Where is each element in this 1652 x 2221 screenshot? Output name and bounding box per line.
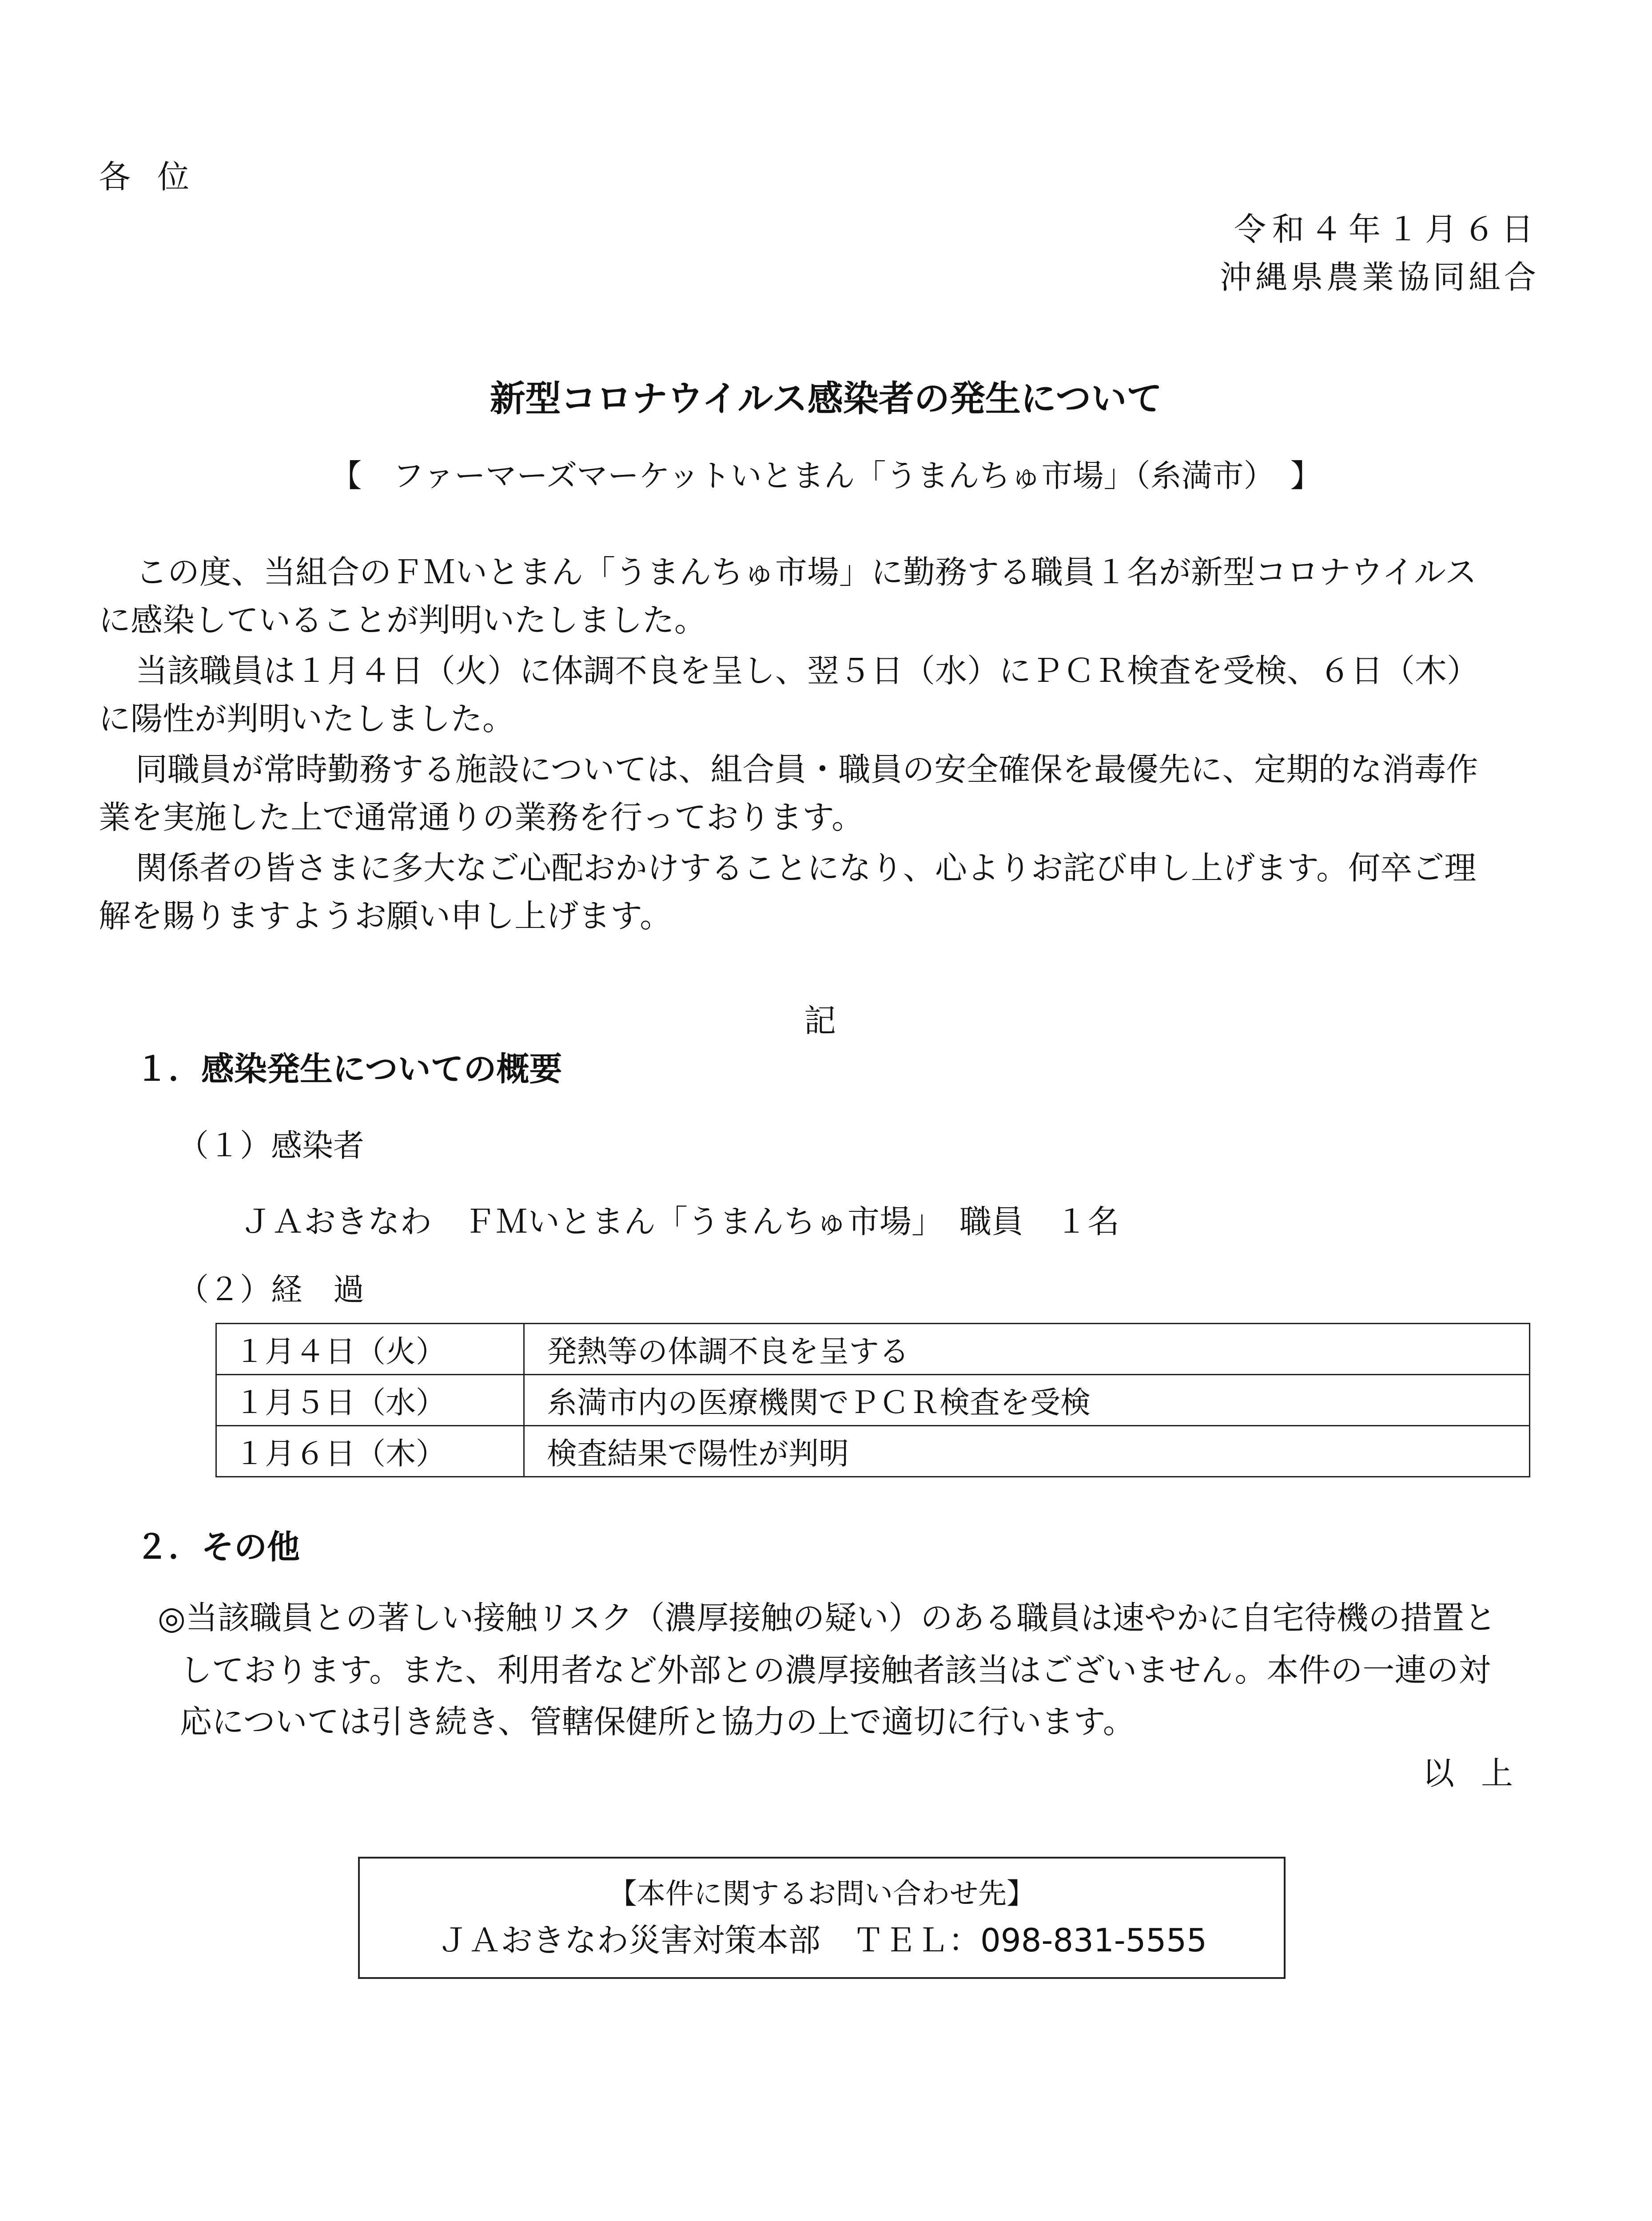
paragraph-1-line-1: この度、当組合のＦＭいとまん「うまんちゅ市場」に勤務する職員１名が新型コロナウイルス: [135, 553, 1477, 591]
progress-subheading: （２）経 過: [178, 1271, 364, 1308]
document-subtitle: 【 ファーマーズマーケットいとまん「うまんちゅ市場」（糸満市） 】: [330, 458, 1322, 494]
section-1-heading: １．感染発生についての概要: [135, 1050, 562, 1088]
progress-event: 検査結果で陽性が判明: [524, 1426, 1530, 1477]
progress-date: １月５日（水）: [216, 1375, 524, 1426]
paragraph-3-line-2: 業を実施した上で通常通りの業務を行っております。: [99, 799, 864, 836]
paragraph-1-line-2: に感染していることが判明いたしました。: [99, 601, 707, 639]
paragraph-3-line-1: 同職員が常時勤務する施設については、組合員・職員の安全確保を最優先に、定期的な消毒作: [135, 751, 1478, 788]
table-row: [216, 1375, 1530, 1426]
progress-date: １月４日（火）: [216, 1324, 524, 1375]
other-line-2: しております。また、利用者など外部との濃厚接触者該当はございません。本件の一連の対: [180, 1652, 1491, 1689]
paragraph-2-line-2: に陽性が判明いたしました。: [99, 700, 515, 737]
progress-date: １月６日（木）: [216, 1426, 524, 1477]
other-line-1: ◎当該職員との著しい接触リスク（濃厚接触の疑い）のある職員は速やかに自宅待機の措置と: [158, 1599, 1497, 1636]
closing: 以上: [1422, 1755, 1540, 1792]
infected-subheading: （１）感染者: [178, 1127, 364, 1164]
ki-marker: 記: [804, 1002, 836, 1039]
infected-person: ＪＡおきなわ ＦＭいとまん「うまんちゅ市場」 職員 １名: [240, 1203, 1120, 1240]
progress-event: 発熱等の体調不良を呈する: [524, 1324, 1530, 1375]
table-row: [216, 1324, 1530, 1375]
contact-box: [358, 1857, 1286, 1979]
contact-line: ＪＡおきなわ災害対策本部 ＴＥＬ：098-831-5555: [436, 1922, 1207, 1959]
progress-event: 糸満市内の医療機関でＰＣＲ検査を受検: [524, 1375, 1530, 1426]
paragraph-4-line-2: 解を賜りますようお願い申し上げます。: [99, 897, 672, 935]
paragraph-2-line-1: 当該職員は１月４日（火）に体調不良を呈し、翌５日（水）にＰＣＲ検査を受検、６日（木）: [135, 652, 1479, 689]
document-date: 令和４年１月６日: [1234, 211, 1540, 248]
other-line-3: 応については引き続き、管轄保健所と協力の上で適切に行います。: [180, 1703, 1135, 1740]
progress-table: [215, 1323, 1530, 1477]
section-2-heading: ２．その他: [135, 1528, 300, 1566]
table-row: [216, 1426, 1530, 1477]
addressee: 各位: [99, 158, 216, 195]
contact-title: 【本件に関するお問い合わせ先】: [609, 1878, 1035, 1911]
document-title: 新型コロナウイルス感染者の発生について: [490, 378, 1162, 419]
paragraph-4-line-1: 関係者の皆さまに多大なご心配おかけすることになり、心よりお詫び申し上げます。何卒ご理: [135, 849, 1477, 887]
organization-name: 沖縄県農業協同組合: [1219, 259, 1540, 296]
